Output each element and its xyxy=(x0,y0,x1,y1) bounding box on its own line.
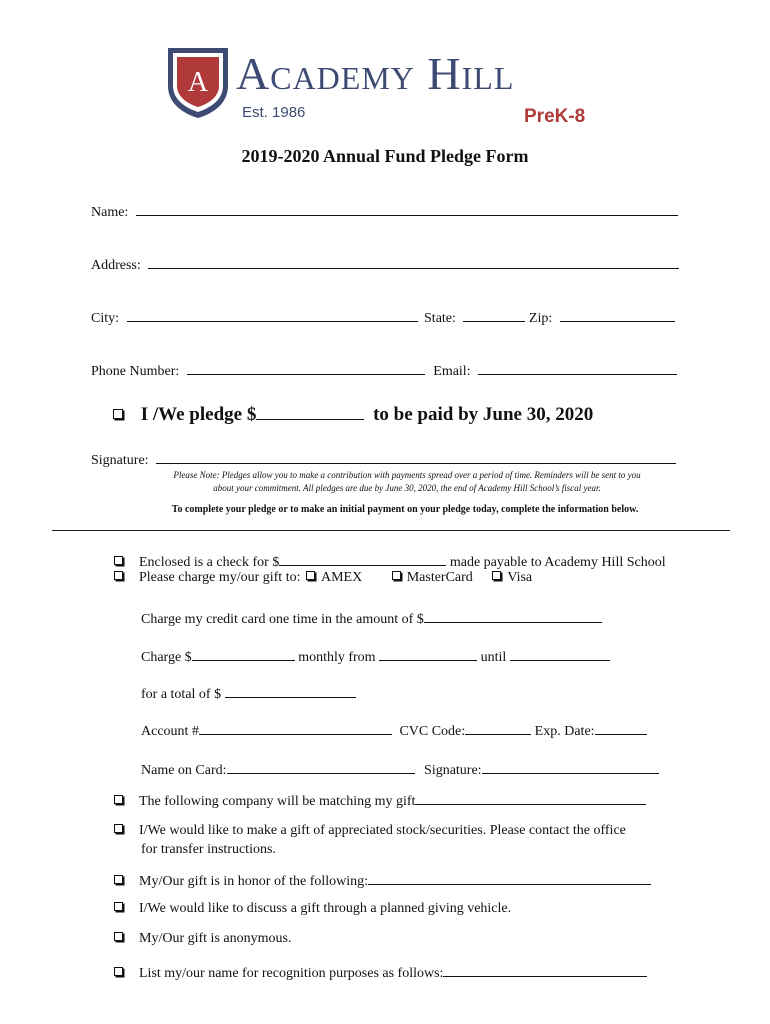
school-name: Academy Hill xyxy=(236,48,515,99)
name-field[interactable] xyxy=(136,201,678,216)
stock-line-1: I/We would like to make a gift of appreciated stock/securities. Please contact the office xyxy=(139,823,626,838)
charge-label: Please charge my/our gift to: xyxy=(139,570,301,585)
card-signature-field[interactable] xyxy=(482,759,659,774)
card-type-row xyxy=(114,570,532,586)
planned-checkbox[interactable] xyxy=(114,902,123,911)
planned-row xyxy=(114,901,511,917)
instructions: To complete your pledge or to make an initial payment on your pledge today, complete the information below. xyxy=(171,504,639,515)
signature-label: Signature: xyxy=(91,453,149,468)
stock-checkbox[interactable] xyxy=(114,824,123,833)
recognition-field[interactable] xyxy=(443,962,647,977)
state-field[interactable] xyxy=(463,307,525,322)
phone-label: Phone Number: xyxy=(91,364,180,379)
page-title: 2019-2020 Annual Fund Pledge Form xyxy=(241,146,529,166)
phone-field[interactable] xyxy=(187,360,425,375)
one-time-label: Charge my credit card one time in the amount of $ xyxy=(141,612,424,627)
divider xyxy=(52,530,730,531)
pledge-amount-field[interactable] xyxy=(256,402,364,420)
account-row xyxy=(141,720,647,740)
mastercard-label: MasterCard xyxy=(406,570,473,585)
city-field[interactable] xyxy=(127,307,418,322)
pledge-suffix: to be paid by June 30, 2020 xyxy=(373,404,594,425)
honor-checkbox[interactable] xyxy=(114,875,123,884)
pledge-prefix: I /We pledge $ xyxy=(140,404,257,425)
exp-label: Exp. Date: xyxy=(534,724,595,739)
zip-field[interactable] xyxy=(560,307,675,322)
mastercard-checkbox[interactable] xyxy=(392,571,401,580)
email-label: Email: xyxy=(433,364,471,379)
est-year: Est. 1986 xyxy=(242,104,306,121)
recognition-label: List my/our name for recognition purposes as follows: xyxy=(139,966,444,981)
note-line-2: about your commitment. All pledges are due by June 30, 2020, the end of Academy Hill School’s fiscal year. xyxy=(213,483,601,493)
until-label: until xyxy=(480,650,507,665)
matching-checkbox[interactable] xyxy=(114,795,123,804)
matching-label: The following company will be matching my gift xyxy=(139,794,416,809)
one-time-amount-field[interactable] xyxy=(424,608,602,623)
grades-badge: PreK-8 xyxy=(524,106,586,127)
address-row xyxy=(91,254,679,274)
signature-field[interactable] xyxy=(156,449,676,464)
state-label: State: xyxy=(424,311,456,326)
note-line-1: Please Note: Pledges allow you to make a contribution with payments spread over a period of time. Reminders will be sent to you xyxy=(173,470,641,480)
phone-row xyxy=(91,360,677,380)
check-checkbox[interactable] xyxy=(114,556,123,565)
stock-line-2: for transfer instructions. xyxy=(141,842,276,857)
total-amount-field[interactable] xyxy=(225,683,356,698)
school-logo xyxy=(166,46,606,130)
monthly-from-field[interactable] xyxy=(379,646,477,661)
city-label: City: xyxy=(91,311,120,326)
one-time-row xyxy=(141,608,602,628)
card-signature-label: Signature: xyxy=(424,763,482,778)
exp-field[interactable] xyxy=(595,720,647,735)
anonymous-label: My/Our gift is anonymous. xyxy=(139,931,292,946)
amex-checkbox[interactable] xyxy=(306,571,315,580)
honor-label: My/Our gift is in honor of the following: xyxy=(139,874,369,889)
planned-label: I/We would like to discuss a gift through a planned giving vehicle. xyxy=(139,901,512,916)
signature-row xyxy=(91,449,676,469)
cvc-label: CVC Code: xyxy=(399,724,466,739)
monthly-amount-field[interactable] xyxy=(192,646,295,661)
card-name-row xyxy=(141,759,659,779)
matching-row xyxy=(114,790,646,810)
anonymous-checkbox[interactable] xyxy=(114,932,123,941)
pledge-row xyxy=(113,402,593,426)
address-field[interactable] xyxy=(148,254,679,269)
card-name-label: Name on Card: xyxy=(141,763,227,778)
card-name-field[interactable] xyxy=(227,759,415,774)
honor-row xyxy=(114,870,651,890)
name-row xyxy=(91,201,678,221)
check-label: Enclosed is a check for $ xyxy=(139,555,280,570)
matching-field[interactable] xyxy=(415,790,646,805)
check-suffix: made payable to Academy Hill School xyxy=(449,555,666,570)
city-row xyxy=(91,307,675,327)
charge-checkbox[interactable] xyxy=(114,571,123,580)
pledge-checkbox[interactable] xyxy=(113,409,123,419)
monthly-charge-label: Charge $ xyxy=(141,650,192,665)
monthly-row xyxy=(141,646,610,666)
visa-checkbox[interactable] xyxy=(492,571,501,580)
address-label: Address: xyxy=(91,258,141,273)
monthly-from-label: monthly from xyxy=(298,650,376,665)
total-label: for a total of $ xyxy=(141,687,222,702)
zip-label: Zip: xyxy=(528,311,553,326)
svg-text:A: A xyxy=(187,67,209,98)
visa-label: Visa xyxy=(507,570,533,585)
recognition-checkbox[interactable] xyxy=(114,967,123,976)
pledge-note xyxy=(140,469,674,495)
name-label: Name: xyxy=(91,205,129,220)
amex-label: AMEX xyxy=(320,570,363,585)
email-field[interactable] xyxy=(478,360,677,375)
cvc-field[interactable] xyxy=(465,720,531,735)
check-amount-field[interactable] xyxy=(279,551,446,566)
until-field[interactable] xyxy=(510,646,610,661)
recognition-row xyxy=(114,962,647,982)
account-field[interactable] xyxy=(199,720,392,735)
anonymous-row xyxy=(114,931,291,947)
stock-row xyxy=(114,821,626,859)
check-row xyxy=(114,551,666,571)
shield-icon xyxy=(166,46,230,120)
total-row xyxy=(141,683,356,703)
account-label: Account # xyxy=(141,724,199,739)
honor-field[interactable] xyxy=(368,870,651,885)
